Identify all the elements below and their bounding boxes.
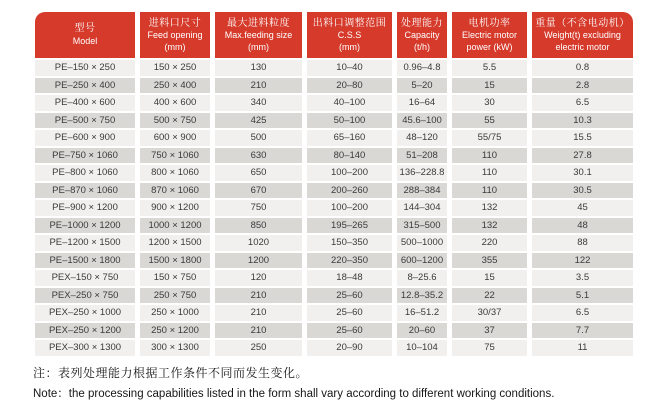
value-cell: 400 × 600 [140, 95, 210, 111]
note-chinese: 注：表列处理能力根据工作条件不同而发生变化。 [33, 366, 309, 380]
model-cell: PEX–250 × 1200 [35, 323, 135, 339]
header-label-en: Feed opening [147, 29, 203, 40]
value-cell: 51–208 [397, 148, 447, 164]
value-cell: 55 [452, 113, 527, 129]
value-cell: 1500 × 1800 [140, 253, 210, 269]
table-body [35, 60, 633, 356]
table-row [35, 288, 633, 304]
model-cell: PE–750 × 1060 [35, 148, 135, 164]
table-row [35, 200, 633, 216]
table-row [35, 305, 633, 321]
value-cell: 600 × 900 [140, 130, 210, 146]
value-cell: 10–104 [397, 340, 447, 356]
value-cell: 850 [215, 218, 302, 234]
value-cell: 150 × 250 [140, 60, 210, 76]
value-cell: 55/75 [452, 130, 527, 146]
value-cell: 250 × 750 [140, 288, 210, 304]
value-cell: 870 × 1060 [140, 183, 210, 199]
value-cell: 15 [452, 78, 527, 94]
model-cell: PEX–250 × 750 [35, 288, 135, 304]
value-cell: 130 [215, 60, 302, 76]
header-label-en: Weight(t) excluding [544, 29, 621, 40]
value-cell: 15.5 [532, 130, 633, 146]
header-unit: (mm) [339, 41, 360, 52]
header-label-zh: 出料口调整范围 [312, 17, 387, 29]
model-cell: PE–500 × 750 [35, 113, 135, 129]
header-unit: (mm) [248, 41, 269, 52]
value-cell: 10–40 [307, 60, 392, 76]
value-cell: 750 [215, 200, 302, 216]
header-unit: (mm) [164, 41, 186, 52]
header-unit: electric motor [555, 41, 610, 52]
value-cell: 110 [452, 183, 527, 199]
table-row [35, 60, 633, 76]
table-row [35, 183, 633, 199]
value-cell: 88 [532, 235, 633, 251]
value-cell: 210 [215, 78, 302, 94]
value-cell: 250 × 1200 [140, 323, 210, 339]
column-header-max-feeding-size [215, 12, 302, 58]
value-cell: 144–304 [397, 200, 447, 216]
value-cell: 30 [452, 95, 527, 111]
value-cell: 300 × 1300 [140, 340, 210, 356]
value-cell: 30/37 [452, 305, 527, 321]
value-cell: 100–200 [307, 200, 392, 216]
value-cell: 600–1200 [397, 253, 447, 269]
header-label-en: C.S.S [337, 29, 362, 40]
value-cell: 900 × 1200 [140, 200, 210, 216]
value-cell: 45.6–100 [397, 113, 447, 129]
model-cell: PE–1200 × 1500 [35, 235, 135, 251]
value-cell: 18–48 [307, 270, 392, 286]
value-cell: 20–60 [397, 323, 447, 339]
column-header-electric-motor [452, 12, 527, 58]
value-cell: 500–1000 [397, 235, 447, 251]
header-label-zh: 最大进料粒度 [227, 17, 290, 29]
model-cell: PEX–150 × 750 [35, 270, 135, 286]
table-row [35, 235, 633, 251]
column-header-c-s-s [307, 12, 392, 58]
value-cell: 500 × 750 [140, 113, 210, 129]
column-header-feed-opening [140, 12, 210, 58]
header-unit: (t/h) [413, 41, 430, 52]
value-cell: 80–140 [307, 148, 392, 164]
value-cell: 25–60 [307, 323, 392, 339]
value-cell: 315–500 [397, 218, 447, 234]
value-cell: 16–51.2 [397, 305, 447, 321]
value-cell: 210 [215, 323, 302, 339]
header-label-en: Max.feeding size [224, 29, 293, 40]
table-row [35, 323, 633, 339]
value-cell: 27.8 [532, 148, 633, 164]
value-cell: 288–384 [397, 183, 447, 199]
model-cell: PE–150 × 250 [35, 60, 135, 76]
header-label-zh: 型号 [74, 23, 96, 35]
value-cell: 65–160 [307, 130, 392, 146]
value-cell: 340 [215, 95, 302, 111]
model-cell: PE–250 × 400 [35, 78, 135, 94]
table-row [35, 253, 633, 269]
value-cell: 500 [215, 130, 302, 146]
value-cell: 75 [452, 340, 527, 356]
header-label-zh: 进料口尺寸 [148, 17, 202, 29]
value-cell: 630 [215, 148, 302, 164]
value-cell: 220–350 [307, 253, 392, 269]
value-cell: 750 × 1060 [140, 148, 210, 164]
value-cell: 20–80 [307, 78, 392, 94]
model-cell: PE–600 × 900 [35, 130, 135, 146]
header-label-zh: 重量（不含电动机） [535, 17, 630, 29]
value-cell: 150–350 [307, 235, 392, 251]
value-cell: 1020 [215, 235, 302, 251]
footnotes [33, 364, 554, 401]
column-header-weight-t-excluding [532, 12, 633, 58]
header-label-en: Electric motor [461, 29, 517, 40]
value-cell: 25–60 [307, 305, 392, 321]
value-cell: 355 [452, 253, 527, 269]
value-cell: 30.1 [532, 165, 633, 181]
model-cell: PE–870 × 1060 [35, 183, 135, 199]
value-cell: 132 [452, 218, 527, 234]
table-header [35, 12, 633, 58]
value-cell: 3.5 [532, 270, 633, 286]
value-cell: 0.8 [532, 60, 633, 76]
value-cell: 200–260 [307, 183, 392, 199]
crusher-spec-table [35, 12, 633, 356]
column-header-model [35, 12, 135, 58]
value-cell: 8–25.6 [397, 270, 447, 286]
value-cell: 37 [452, 323, 527, 339]
header-label-zh: 电机功率 [468, 17, 511, 29]
table-row [35, 78, 633, 94]
model-cell: PE–1000 × 1200 [35, 218, 135, 234]
value-cell: 220 [452, 235, 527, 251]
model-cell: PEX–250 × 1000 [35, 305, 135, 321]
value-cell: 45 [532, 200, 633, 216]
model-cell: PE–900 × 1200 [35, 200, 135, 216]
value-cell: 1200 × 1500 [140, 235, 210, 251]
value-cell: 1200 [215, 253, 302, 269]
value-cell: 5–20 [397, 78, 447, 94]
value-cell: 110 [452, 148, 527, 164]
value-cell: 250 × 400 [140, 78, 210, 94]
value-cell: 25–60 [307, 288, 392, 304]
value-cell: 100–200 [307, 165, 392, 181]
value-cell: 195–265 [307, 218, 392, 234]
value-cell: 10.3 [532, 113, 633, 129]
value-cell: 48–120 [397, 130, 447, 146]
table-row [35, 95, 633, 111]
model-cell: PE–1500 × 1800 [35, 253, 135, 269]
header-label-en: Capacity [404, 29, 440, 40]
value-cell: 20–90 [307, 340, 392, 356]
table-row [35, 218, 633, 234]
value-cell: 150 × 750 [140, 270, 210, 286]
value-cell: 6.5 [532, 95, 633, 111]
header-label-zh: 处理能力 [401, 17, 443, 29]
value-cell: 40–100 [307, 95, 392, 111]
value-cell: 110 [452, 165, 527, 181]
value-cell: 30.5 [532, 183, 633, 199]
table-row [35, 148, 633, 164]
note-english: Note：the processing capabilities listed in the form shall vary according to different working conditions. [33, 388, 555, 400]
model-cell: PE–800 × 1060 [35, 165, 135, 181]
value-cell: 2.8 [532, 78, 633, 94]
value-cell: 136–228.8 [397, 165, 447, 181]
value-cell: 210 [215, 305, 302, 321]
value-cell: 122 [532, 253, 633, 269]
value-cell: 250 [215, 340, 302, 356]
table-row [35, 165, 633, 181]
value-cell: 670 [215, 183, 302, 199]
value-cell: 11 [532, 340, 633, 356]
value-cell: 5.1 [532, 288, 633, 304]
value-cell: 800 × 1060 [140, 165, 210, 181]
model-cell: PE–400 × 600 [35, 95, 135, 111]
value-cell: 650 [215, 165, 302, 181]
value-cell: 7.7 [532, 323, 633, 339]
value-cell: 12.8–35.2 [397, 288, 447, 304]
value-cell: 425 [215, 113, 302, 129]
value-cell: 5.5 [452, 60, 527, 76]
value-cell: 132 [452, 200, 527, 216]
table-row [35, 270, 633, 286]
value-cell: 250 × 1000 [140, 305, 210, 321]
value-cell: 0.96–4.8 [397, 60, 447, 76]
value-cell: 48 [532, 218, 633, 234]
value-cell: 22 [452, 288, 527, 304]
header-unit: power (kW) [466, 41, 513, 52]
value-cell: 15 [452, 270, 527, 286]
header-label-en: Model [72, 35, 98, 46]
column-header-capacity [397, 12, 447, 58]
value-cell: 16–64 [397, 95, 447, 111]
value-cell: 1000 × 1200 [140, 218, 210, 234]
table-row [35, 340, 633, 356]
value-cell: 120 [215, 270, 302, 286]
value-cell: 50–100 [307, 113, 392, 129]
model-cell: PEX–300 × 1300 [35, 340, 135, 356]
table-row [35, 130, 633, 146]
table-row [35, 113, 633, 129]
value-cell: 6.5 [532, 305, 633, 321]
value-cell: 210 [215, 288, 302, 304]
